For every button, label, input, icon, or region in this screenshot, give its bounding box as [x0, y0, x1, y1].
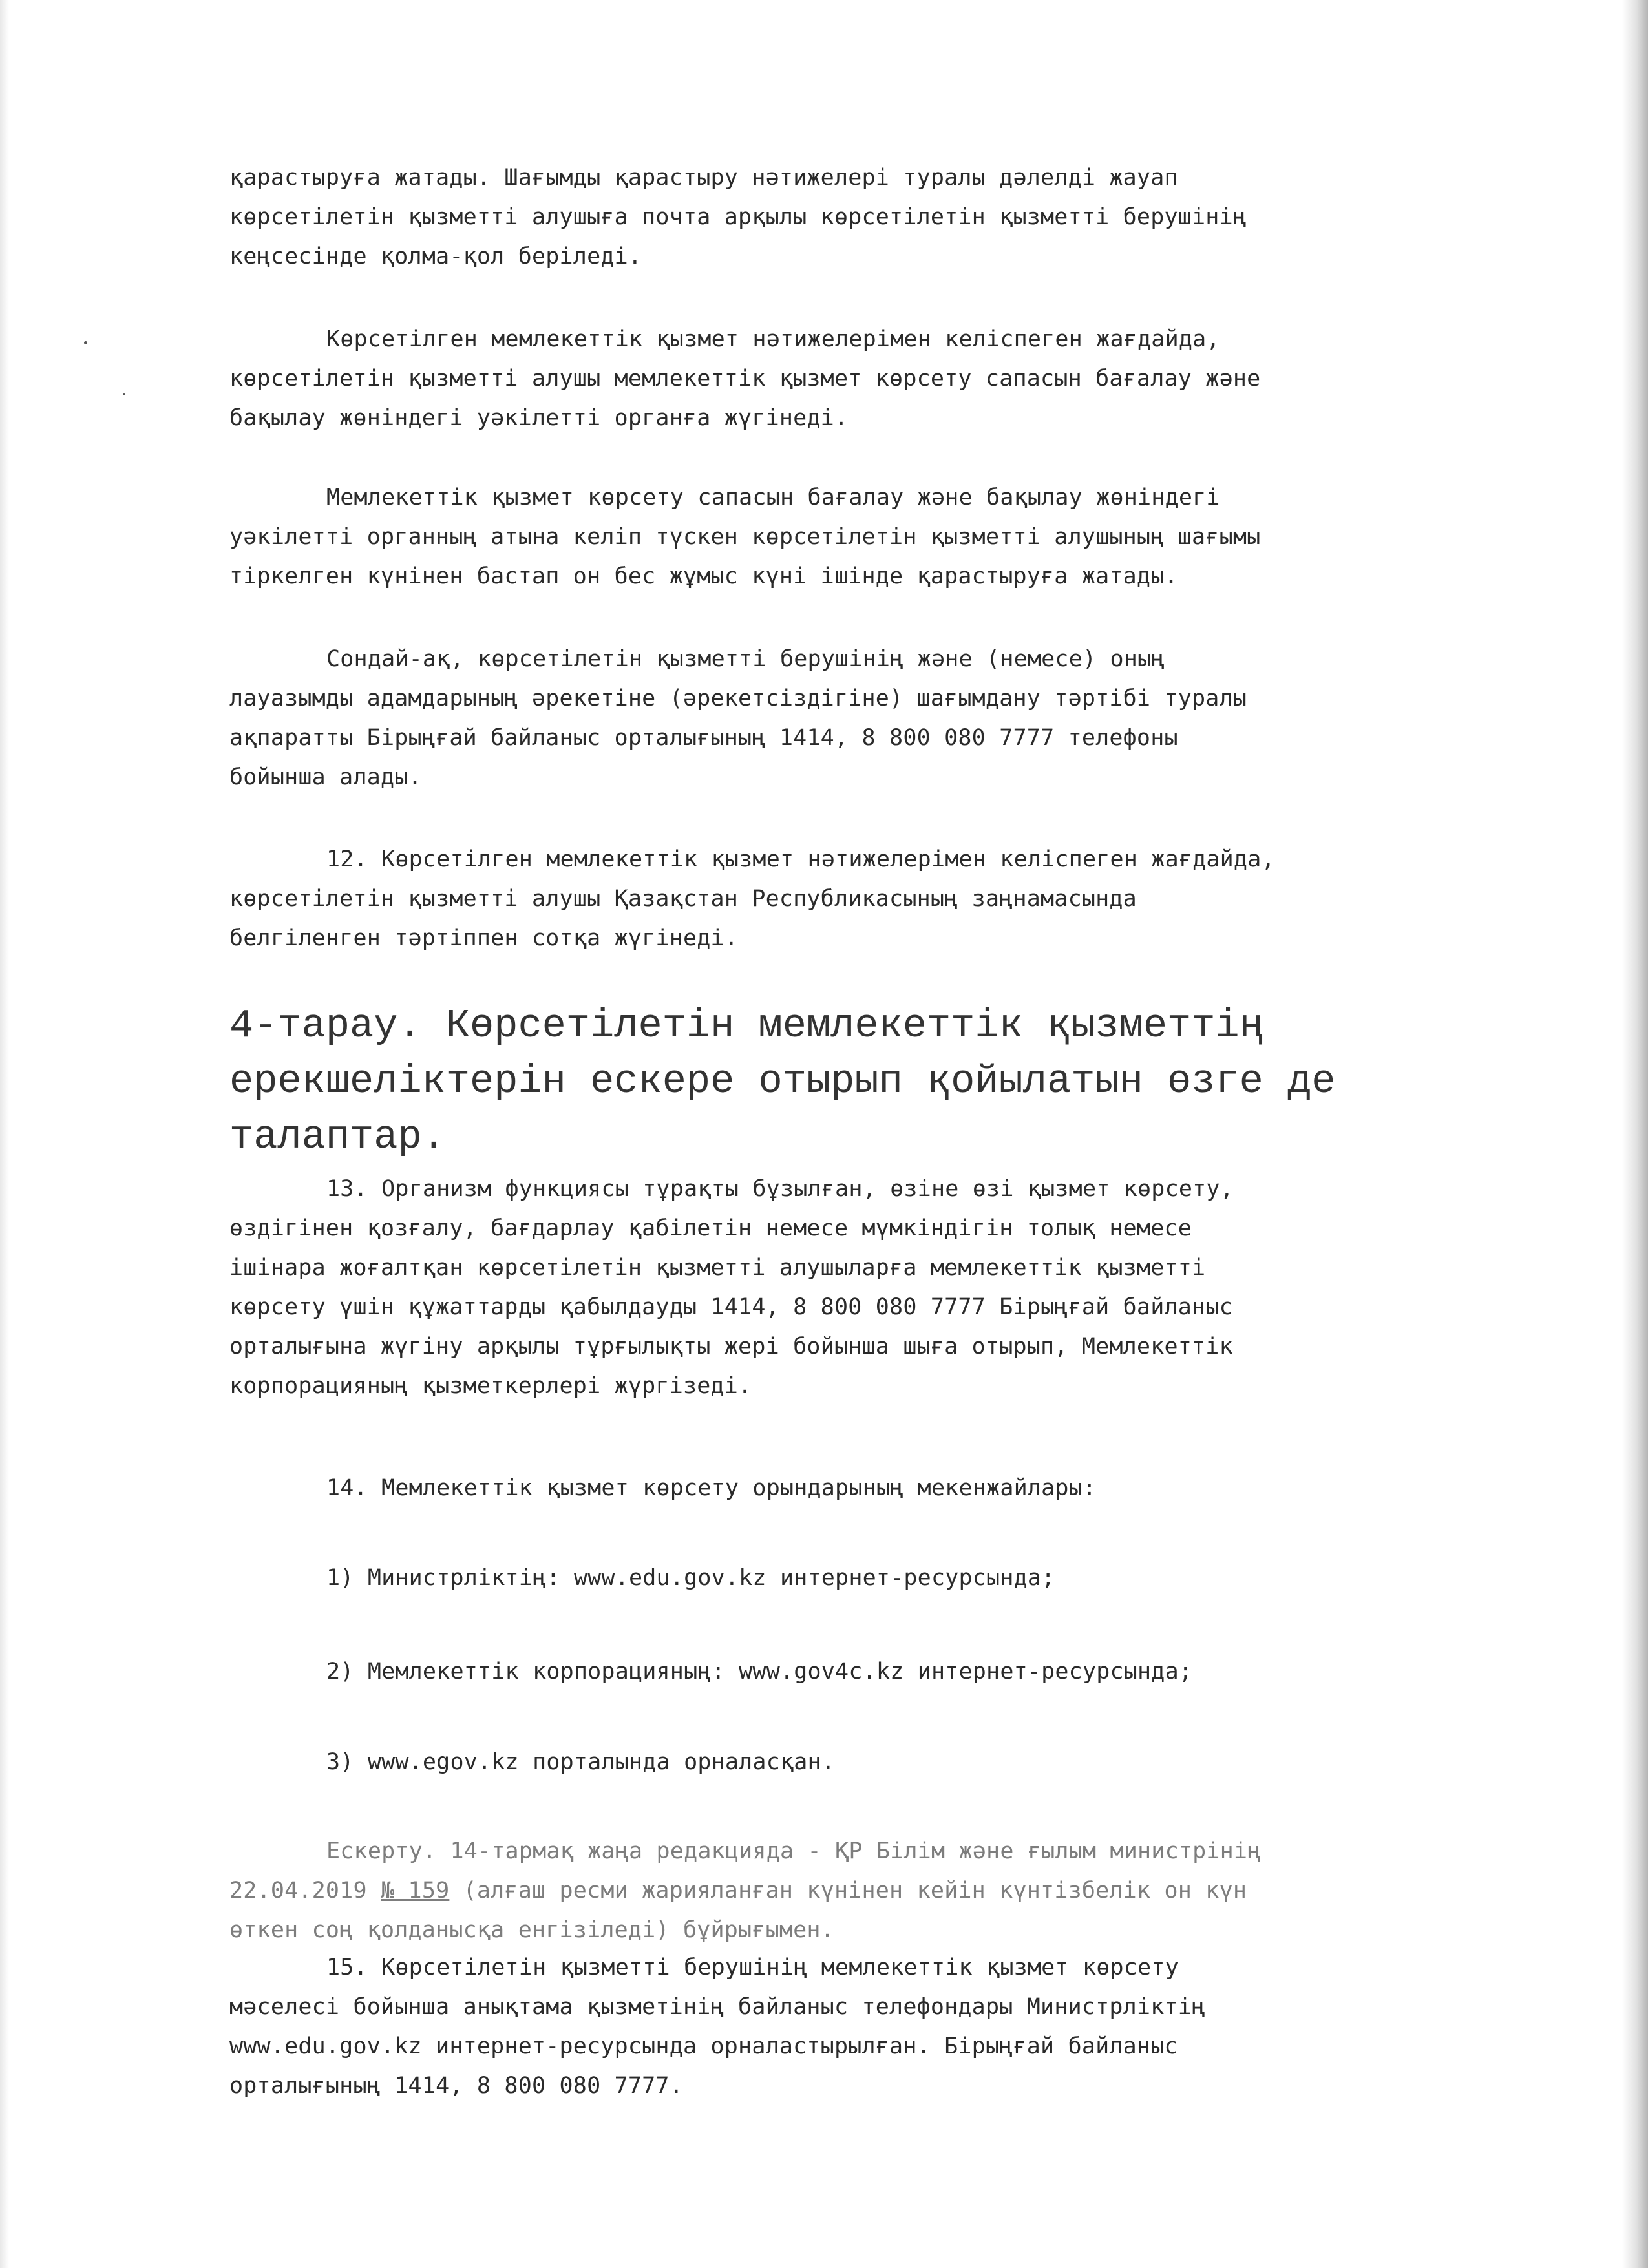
text-line: Ескерту. 14-тармақ жаңа редакцияда - ҚР Білім және ғылым министрінің	[326, 1838, 1262, 1864]
text-line: 3) www.egov.kz порталында орналасқан.	[326, 1749, 836, 1775]
text-line: www.edu.gov.kz интернет-ресурсында орналастырылған. Бірыңғай байланыс	[229, 2033, 1178, 2059]
text-line: тіркелген күнінен бастап он бес жұмыс күні ішінде қарастыруға жатады.	[229, 563, 1178, 589]
text-line: өздігінен қозғалу, бағдарлау қабілетін немесе мүмкіндігін толық немесе	[229, 1215, 1192, 1241]
text-line: көрсетілетін қызметті алушы мемлекеттік қызмет көрсету сапасын бағалау және	[229, 366, 1261, 392]
scan-right-edge-shadow	[1622, 0, 1648, 2268]
text-line: мәселесі бойынша анықтама қызметінің байланыс телефондары Министрліктің	[229, 1994, 1206, 2020]
paragraph-14	[229, 1469, 1470, 1508]
paragraph-14-item-1	[229, 1559, 1470, 1598]
text-line: 2) Мемлекеттік корпорацияның: www.gov4c.kz интернет-ресурсында;	[326, 1659, 1193, 1685]
text-line: кеңсесінде қолма-қол беріледі.	[229, 244, 642, 269]
text-line: уәкілетті органның атына келіп түскен көрсетілетін қызметті алушының шағымы	[229, 524, 1261, 550]
text-line: корпорацияның қызметкерлері жүргізеді.	[229, 1373, 752, 1399]
text-line: 14. Мемлекеттік қызмет көрсету орындарының мекенжайлары:	[326, 1475, 1097, 1501]
paragraph-complaint-result	[229, 158, 1470, 277]
text-line: 1) Министрліктің: www.edu.gov.kz интернет-ресурсында;	[326, 1565, 1055, 1591]
text-line: белгіленген тәртіппен сотқа жүгінеді.	[229, 925, 739, 951]
paragraph-15	[229, 1948, 1470, 2106]
heading-line: ерекшеліктерін ескере отырып қойылатын өзге де	[229, 1058, 1336, 1104]
note-date: 22.04.2019	[229, 1878, 381, 1904]
text-line: көрсетілетін қызметті алушы Қазақстан Республикасының заңнамасында	[229, 886, 1137, 912]
text-line: Сондай-ақ, көрсетілетін қызметті берушінің және (немесе) оның	[326, 646, 1165, 672]
text-line	[229, 1871, 1470, 1911]
scan-speck	[123, 393, 125, 395]
text-line: көрсету үшін құжаттарды қабылдауды 1414, 8 800 080 7777 Бірыңғай байланыс	[229, 1294, 1233, 1320]
scan-left-edge-shadow	[0, 0, 9, 2268]
order-link[interactable]: № 159	[381, 1878, 450, 1904]
text-line: өткен соң қолданысқа енгізіледі) бұйрығымен.	[229, 1917, 834, 1943]
text-line: көрсетілетін қызметті алушыға почта арқылы көрсетілетін қызметті берушінің	[229, 204, 1247, 230]
text-line: бойынша алады.	[229, 764, 422, 790]
paragraph-14-item-3	[229, 1743, 1470, 1782]
note-text: (алғаш ресми жарияланған күнінен кейін күнтізбелік он күн	[449, 1878, 1247, 1904]
paragraph-authorized-body	[229, 478, 1470, 596]
heading-line: талаптар.	[229, 1114, 446, 1160]
text-line: 15. Көрсетілетін қызметті берушінің мемлекеттік қызмет көрсету	[326, 1955, 1179, 1980]
text-line: лауазымды адамдарының әрекетіне (әрекетсіздігіне) шағымдану тәртібі туралы	[229, 686, 1247, 711]
chapter-4-heading	[229, 998, 1470, 1165]
paragraph-13	[229, 1170, 1470, 1406]
paragraph-14-item-2	[229, 1652, 1470, 1692]
text-line: орталығына жүгіну арқылы тұрғылықты жері бойынша шыға отырып, Мемлекеттік	[229, 1334, 1233, 1360]
text-line: 12. Көрсетілген мемлекеттік қызмет нәтижелерімен келіспеген жағдайда,	[326, 846, 1275, 872]
text-line: орталығының 1414, 8 800 080 7777.	[229, 2073, 683, 2099]
text-line: Көрсетілген мемлекеттік қызмет нәтижелерімен келіспеген жағдайда,	[326, 326, 1220, 352]
paragraph-12	[229, 840, 1470, 958]
text-line: бақылау жөніндегі уәкілетті органға жүгінеді.	[229, 405, 849, 431]
heading-line: 4-тарау. Көрсетілетін мемлекеттік қызметтің	[229, 1003, 1263, 1049]
text-line: Мемлекеттік қызмет көрсету сапасын бағалау және бақылау жөніндегі	[326, 485, 1220, 510]
text-line: 13. Организм функциясы тұрақты бұзылған, өзіне өзі қызмет көрсету,	[326, 1176, 1234, 1202]
text-line: қарастыруға жатады. Шағымды қарастыру нәтижелері туралы дәлелді жауап	[229, 165, 1178, 191]
editorial-note	[229, 1832, 1470, 1950]
text-line: ақпаратты Бірыңғай байланыс орталығының 1414, 8 800 080 7777 телефоны	[229, 725, 1178, 751]
text-line: ішінара жоғалтқан көрсетілетін қызметті алушыларға мемлекеттік қызметті	[229, 1255, 1206, 1281]
paragraph-information	[229, 640, 1470, 797]
scan-speck	[84, 341, 87, 344]
paragraph-disagreement	[229, 320, 1470, 438]
